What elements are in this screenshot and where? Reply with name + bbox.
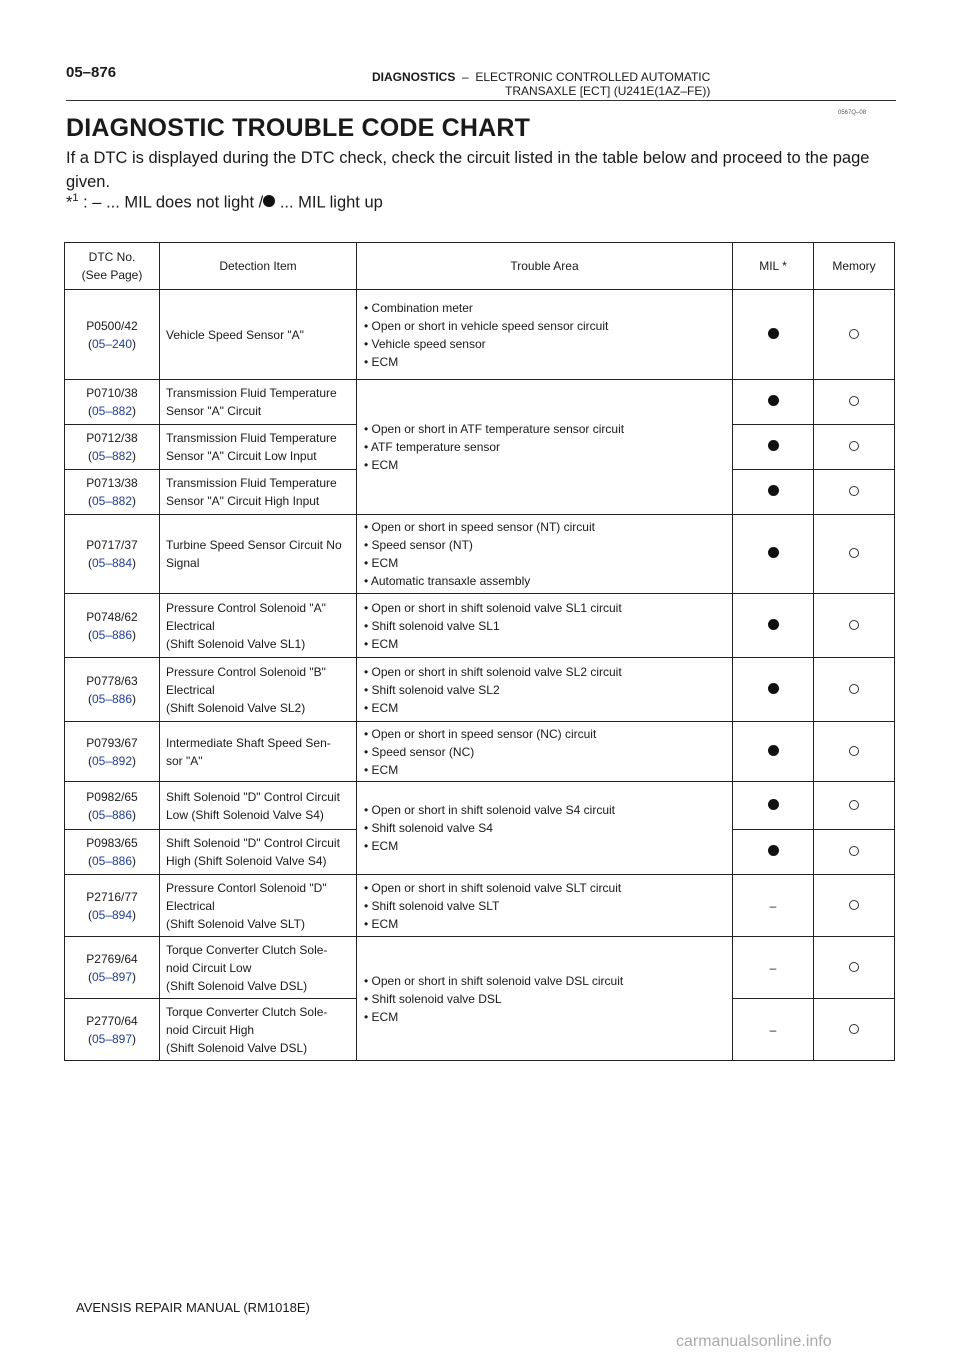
- legend-sup: 1: [72, 192, 79, 204]
- intro-text: If a DTC is displayed during the DTC check, check the circuit listed in the table below and proceed to the page given.: [66, 149, 870, 191]
- table-row: [65, 515, 895, 594]
- detection-item: Torque Converter Clutch Sole- noid Circuit Low (Shift Solenoid Valve DSL): [160, 937, 357, 999]
- trouble-area: • Open or short in shift solenoid valve SL2 circuit • Shift solenoid valve SL2 • ECM: [357, 658, 733, 722]
- footer-manual: AVENSIS REPAIR MANUAL (RM1018E): [76, 1300, 310, 1315]
- dtc-code: P2769/64: [86, 951, 138, 966]
- legend-text-a: : – ... MIL does not light /: [83, 193, 264, 212]
- open-circle-icon: [849, 962, 859, 972]
- filled-circle-icon: [768, 485, 779, 496]
- table-row: [65, 594, 895, 658]
- table-row: [65, 290, 895, 380]
- header-trouble-area: Trouble Area: [357, 243, 733, 290]
- dtc-page-link[interactable]: (05–886): [87, 807, 137, 822]
- detection-item: Pressure Contorl Solenoid "D" Electrical (Shift Solenoid Valve SLT): [160, 875, 357, 937]
- trouble-area: • Open or short in speed sensor (NT) circuit • Speed sensor (NT) • ECM • Automatic transaxle assembly: [357, 515, 733, 594]
- dtc-code-cell: [65, 722, 160, 782]
- mil-indicator: [733, 380, 814, 425]
- dtc-code: P0793/67: [86, 735, 138, 750]
- filled-circle-icon: [768, 745, 779, 756]
- filled-circle-icon: [768, 547, 779, 558]
- dtc-code-cell: [65, 470, 160, 515]
- mil-indicator: [733, 999, 814, 1061]
- dtc-page-link[interactable]: (05–884): [87, 556, 137, 570]
- trouble-area: • Open or short in shift solenoid valve S4 circuit • Shift solenoid valve S4 • ECM: [357, 782, 733, 875]
- table-row: [65, 875, 895, 937]
- filled-circle-icon: [768, 799, 779, 810]
- dtc-code: P0710/38: [86, 386, 138, 400]
- mil-indicator: [733, 594, 814, 658]
- mil-off-dash: –: [769, 960, 777, 975]
- mil-indicator: [733, 470, 814, 515]
- dtc-code: P2716/77: [86, 889, 138, 904]
- watermark: carmanualsonline.info: [676, 1333, 832, 1350]
- dtc-code-cell: [65, 658, 160, 722]
- trouble-area: • Open or short in shift solenoid valve SL1 circuit • Shift solenoid valve SL1 • ECM: [357, 594, 733, 658]
- mil-indicator: [733, 937, 814, 999]
- dtc-code: P0717/37: [86, 538, 138, 552]
- dtc-code: P0983/65: [86, 836, 138, 850]
- open-circle-icon: [849, 441, 859, 451]
- open-circle-icon: [849, 800, 859, 810]
- section-header: [372, 71, 710, 83]
- mil-indicator: [733, 515, 814, 594]
- open-circle-icon: [849, 1024, 859, 1034]
- reference-code: 0567Q–08: [838, 110, 867, 116]
- header-memory: Memory: [814, 243, 895, 290]
- filled-circle-icon: [768, 845, 779, 856]
- dtc-page-link[interactable]: (05–897): [87, 1031, 137, 1046]
- mil-indicator: [733, 722, 814, 782]
- detection-item: Intermediate Shaft Speed Sen- sor "A": [160, 722, 357, 782]
- page-number: 05–876: [66, 64, 117, 81]
- mil-off-dash: –: [769, 1022, 777, 1037]
- table-row: [65, 722, 895, 782]
- mil-indicator: [733, 425, 814, 470]
- memory-indicator: [814, 782, 895, 830]
- section-subtitle-2: TRANSAXLE [ECT] (U241E(1AZ–FE)): [505, 84, 711, 98]
- memory-indicator: [814, 515, 895, 594]
- dtc-page-link[interactable]: (05–882): [87, 494, 137, 508]
- filled-circle-icon: [768, 395, 779, 406]
- section-subtitle-1: ELECTRONIC CONTROLLED AUTOMATIC: [475, 70, 711, 84]
- trouble-area: • Combination meter • Open or short in vehicle speed sensor circuit • Vehicle speed sensor • ECM: [357, 290, 733, 380]
- dtc-page-link[interactable]: (05–882): [87, 404, 137, 418]
- open-circle-icon: [849, 746, 859, 756]
- trouble-area: • Open or short in shift solenoid valve DSL circuit • Shift solenoid valve DSL • ECM: [357, 937, 733, 1061]
- open-circle-icon: [849, 684, 859, 694]
- detection-item: Shift Solenoid "D" Control Circuit High (Shift Solenoid Valve S4): [160, 830, 357, 875]
- header-divider: [66, 100, 896, 101]
- detection-item: Transmission Fluid Temperature Sensor "A" Circuit High Input: [160, 470, 357, 515]
- dtc-code-cell: [65, 830, 160, 875]
- dtc-code: P0713/38: [86, 476, 138, 490]
- dtc-page-link[interactable]: (05–886): [87, 691, 137, 706]
- detection-item: Turbine Speed Sensor Circuit No Signal: [160, 515, 357, 594]
- legend: [66, 192, 383, 213]
- dtc-code: P0500/42: [86, 318, 138, 333]
- filled-circle-icon: [768, 328, 779, 339]
- memory-indicator: [814, 380, 895, 425]
- dtc-page-link[interactable]: (05–894): [87, 907, 137, 922]
- detection-item: Vehicle Speed Sensor "A": [160, 290, 357, 380]
- memory-indicator: [814, 594, 895, 658]
- dtc-code-cell: [65, 380, 160, 425]
- trouble-area: • Open or short in shift solenoid valve SLT circuit • Shift solenoid valve SLT • ECM: [357, 875, 733, 937]
- header-detection: Detection Item: [160, 243, 357, 290]
- filled-circle-icon: [768, 619, 779, 630]
- detection-item: Pressure Control Solenoid "A" Electrical (Shift Solenoid Valve SL1): [160, 594, 357, 658]
- table-row: [65, 782, 895, 830]
- open-circle-icon: [849, 548, 859, 558]
- trouble-area: • Open or short in speed sensor (NC) circuit • Speed sensor (NC) • ECM: [357, 722, 733, 782]
- legend-star: *: [66, 193, 73, 212]
- dtc-code-cell: [65, 425, 160, 470]
- detection-item: Transmission Fluid Temperature Sensor "A" Circuit: [160, 380, 357, 425]
- open-circle-icon: [849, 846, 859, 856]
- dtc-page-link[interactable]: (05–892): [87, 753, 137, 768]
- dtc-code-cell: [65, 999, 160, 1061]
- dtc-code-cell: [65, 515, 160, 594]
- memory-indicator: [814, 830, 895, 875]
- dtc-page-link[interactable]: (05–886): [87, 627, 137, 642]
- memory-indicator: [814, 937, 895, 999]
- dtc-page-link[interactable]: (05–240): [87, 336, 137, 351]
- mil-indicator: [733, 782, 814, 830]
- dtc-code: P2770/64: [86, 1013, 138, 1028]
- memory-indicator: [814, 658, 895, 722]
- open-circle-icon: [849, 396, 859, 406]
- dtc-page-link[interactable]: (05–882): [87, 449, 137, 463]
- filled-circle-icon: [263, 195, 275, 207]
- dtc-code: P0712/38: [86, 431, 138, 445]
- dtc-table: [64, 242, 895, 1061]
- memory-indicator: [814, 722, 895, 782]
- memory-indicator: [814, 999, 895, 1061]
- mil-indicator: [733, 658, 814, 722]
- dtc-code-cell: [65, 290, 160, 380]
- trouble-area: • Open or short in ATF temperature sensor circuit • ATF temperature sensor • ECM: [357, 380, 733, 515]
- dtc-code-cell: [65, 594, 160, 658]
- memory-indicator: [814, 290, 895, 380]
- header-dtc: DTC No. (See Page): [65, 243, 160, 290]
- dtc-code: P0982/65: [86, 789, 138, 804]
- open-circle-icon: [849, 900, 859, 910]
- legend-text-b: ... MIL light up: [279, 193, 383, 212]
- table-row: [65, 380, 895, 425]
- open-circle-icon: [849, 329, 859, 339]
- section-name: DIAGNOSTICS: [372, 70, 456, 84]
- dtc-page-link[interactable]: (05–886): [87, 854, 137, 868]
- detection-item: Torque Converter Clutch Sole- noid Circuit High (Shift Solenoid Valve DSL): [160, 999, 357, 1061]
- memory-indicator: [814, 425, 895, 470]
- mil-indicator: [733, 875, 814, 937]
- section-dash: –: [462, 70, 469, 84]
- mil-indicator: [733, 290, 814, 380]
- dtc-code: P0748/62: [86, 609, 138, 624]
- mil-off-dash: –: [769, 898, 777, 913]
- filled-circle-icon: [768, 440, 779, 451]
- detection-item: Shift Solenoid "D" Control Circuit Low (Shift Solenoid Valve S4): [160, 782, 357, 830]
- open-circle-icon: [849, 620, 859, 630]
- memory-indicator: [814, 470, 895, 515]
- table-row: [65, 937, 895, 999]
- dtc-code-cell: [65, 875, 160, 937]
- table-row: [65, 658, 895, 722]
- memory-indicator: [814, 875, 895, 937]
- table-header-row: [65, 243, 895, 290]
- detection-item: Transmission Fluid Temperature Sensor "A" Circuit Low Input: [160, 425, 357, 470]
- dtc-code-cell: [65, 782, 160, 830]
- header-mil: MIL *: [733, 243, 814, 290]
- detection-item: Pressure Control Solenoid "B" Electrical (Shift Solenoid Valve SL2): [160, 658, 357, 722]
- filled-circle-icon: [768, 683, 779, 694]
- dtc-code: P0778/63: [86, 673, 138, 688]
- open-circle-icon: [849, 486, 859, 496]
- dtc-code-cell: [65, 937, 160, 999]
- page-title: DIAGNOSTIC TROUBLE CODE CHART: [66, 114, 531, 142]
- mil-indicator: [733, 830, 814, 875]
- dtc-page-link[interactable]: (05–897): [87, 969, 137, 984]
